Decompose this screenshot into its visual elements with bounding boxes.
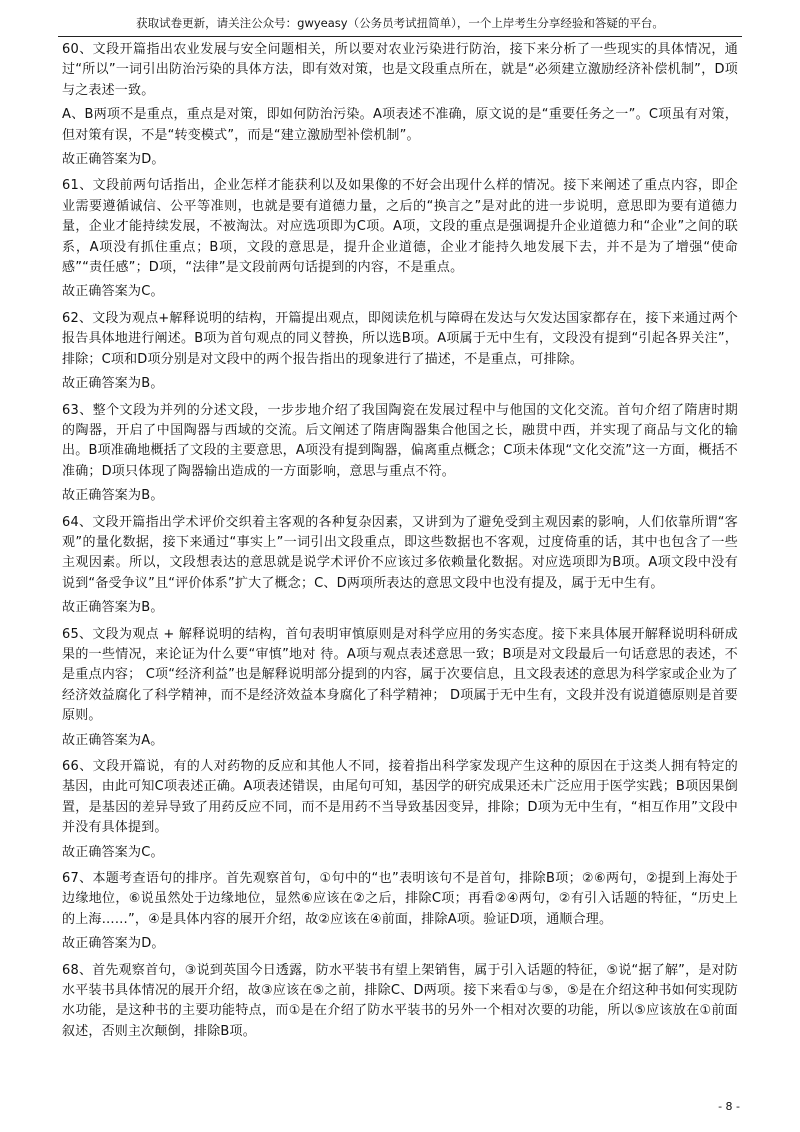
document-body xyxy=(62,40,738,1046)
explanation-paragraph: 62、文段为观点+解释说明的结构，开篇提出观点，即阅读危机与障碍在发达与欠发达国家都存在，接下来通过两个报告具体地进行阐述。B项为首句观点的同义替换，所以选B项。A项属于无中生有，文段没有提到“引起各界关注”，排除；C项和D项分别是对文段中的两个报告指出的现象进行了描述，不是重点，可排除。 xyxy=(62,310,738,367)
answer-line: 故正确答案为D。 xyxy=(62,152,165,168)
answer-line: 故正确答案为C。 xyxy=(62,284,164,300)
page-header: 获取试卷更新，请关注公众号：gwyeasy（公务员考试扭简单），一个上岸考生分享经验和答疑的平台。 xyxy=(58,12,742,37)
explanation-paragraph: 64、文段开篇指出学术评价交织着主客观的各种复杂因素，又讲到为了避免受到主观因素的影响，人们依靠所谓“客观”的量化数据，接下来通过“事实上”一词引出文段重点，即这些数据也不客观，过度倚重的话，其中也包含了一些主观因素。所以，文段想表达的意思就是说学术评价不应该过多依赖量化数据。对应选项即为B项。A项文段中没有说到“备受争议”且“评价体系”扩大了概念；C、D两项所表达的意思文段中也没有提及，属于无中生有。 xyxy=(62,514,738,591)
answer-line: 故正确答案为C。 xyxy=(62,844,164,860)
answer-line: 故正确答案为B。 xyxy=(62,600,164,616)
explanation-paragraph: 66、文段开篇说，有的人对药物的反应和其他人不同，接着指出科学家发现产生这种的原因在于这类人拥有特定的基因，由此可知C项表述正确。A项表述错误，由尾句可知，基因学的研究成果还未广泛应用于医学实践；B项因果倒置，是基因的差异导致了用药反应不同，而不是用药不当导致基因变异，排除；D项为无中生有，“相互作用”文段中并没有具体提到。 xyxy=(62,759,738,836)
explanation-paragraph: 60、文段开篇指出农业发展与安全问题相关，所以要对农业污染进行防治，接下来分析了一些现实的具体情况，通过“所以”一词引出防治污染的具体方法，即有效对策，也是文段重点所在，就是“必须建立激励经济补偿机制”，D项与之表述一致。 xyxy=(62,42,738,98)
explanation-paragraph: A、B两项不是重点，重点是对策，即如何防治污染。A项表述不准确，原文说的是“重要任务之一”。C项虽有对策，但对策有误，不是“转变模式”，而是“建立激励型补偿机制”。 xyxy=(62,107,738,143)
answer-line: 故正确答案为A。 xyxy=(62,732,164,748)
page-number: - 8 - xyxy=(718,1100,740,1113)
explanation-paragraph: 68、首先观察首句，③说到英国今日透露，防水平装书有望上架销售，属于引入话题的特征，⑤说“据了解”，是对防水平装书具体情况的展开介绍，故③应该在⑤之前，排除C、D两项。接下来看①与⑤，⑤是在介绍这种书如何实现防水功能，是这种书的主要功能特点，而①是在介绍了防水平装书的另外一个相对次要的功能，所以⑤应该放在①前面叙述，否则主次颠倒，排除B项。 xyxy=(62,962,738,1039)
answer-line: 故正确答案为D。 xyxy=(62,936,165,952)
explanation-paragraph: 65、文段为观点 + 解释说明的结构，首句表明审慎原则是对科学应用的务实态度。接下来具体展开解释说明科研成果的一些情况，来论证为什么要“审慎”地对 待。A项与观点表述意思一致；B项是对文段最后一句话意思的表述，不是重点内容； C项“经济利益”也是解释说明部分提到的内容，属于次要信息，且文段表述的意思为科学家或企业为了经济效益腐化了科学精神，而不是经济效益本身腐化了科学精神； D项属于无中生有，文段并没有说道德原则是首要原则。 xyxy=(62,626,738,724)
answer-line: 故正确答案为B。 xyxy=(62,376,164,392)
answer-line: 故正确答案为B。 xyxy=(62,488,164,504)
explanation-paragraph: 67、本题考查语句的排序。首先观察首句，①句中的“也”表明该句不是首句，排除B项；②⑥两句，②提到上海处于边缘地位，⑥说虽然处于边缘地位，显然⑥应该在②之后，排除C项；再看②④两句，②有引入话题的特征，“历史上的上海……”，④是具体内容的展开介绍，故②应该在④前面，排除A项。验证D项，通顺合理。 xyxy=(62,871,738,927)
explanation-paragraph: 63、整个文段为并列的分述文段，一步步地介绍了我国陶瓷在发展过程中与他国的文化交流。首句介绍了隋唐时期的陶器，开启了中国陶器与西域的交流。后文阐述了隋唐陶器集合他国之长，融贯中西，并实现了商品与文化的输出。B项准确地概括了文段的主要意思，A项没有提到陶器，偏离重点概念；C项未体现“文化交流”这一方面，概括不准确；D项只体现了陶器输出造成的一方面影响，意思与重点不符。 xyxy=(62,402,738,479)
explanation-paragraph: 61、文段前两句话指出，企业怎样才能获利以及如果像的不好会出现什么样的情况。接下来阐述了重点内容，即企业需要遵循诚信、公平等准则，也就是要有道德力量，之后的“换言之”是对此的进一步说明，意思即为要有道德力量，企业才能持续发展，不被淘汰。对应选项即为C项。A项，文段的重点是强调提升企业道德力和“企业”之间的联系，A项没有抓住重点；B项，文段的意思是，提升企业道德，企业才能持久地发展下去，并不是为了增强“使命感”“责任感”；D项，“法律”是文段前两句话提到的内容，不是重点。 xyxy=(62,178,738,276)
